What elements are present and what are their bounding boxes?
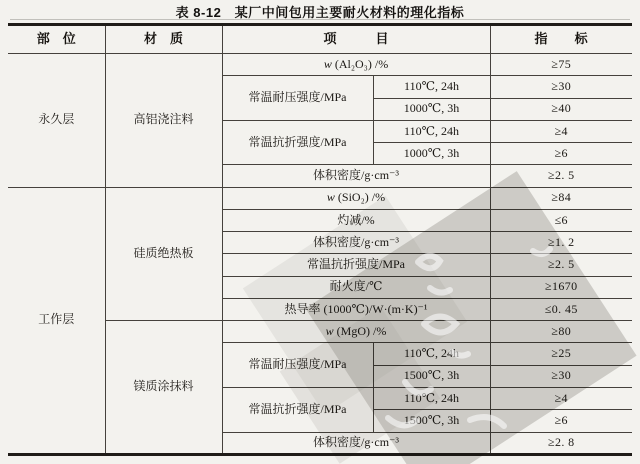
- value-cell: ≥6: [490, 410, 632, 432]
- item-cell: 体积密度/g·cm⁻³: [222, 165, 490, 187]
- material-cell: 硅质绝热板: [105, 187, 222, 321]
- value-cell: ≥2. 8: [490, 432, 632, 454]
- value-cell: ≥80: [490, 321, 632, 343]
- condition-cell: 110℃, 24h: [373, 76, 490, 98]
- item-cell: 耐火度/℃: [222, 276, 490, 298]
- value-cell: ≥2. 5: [490, 165, 632, 187]
- value-cell: ≥30: [490, 365, 632, 387]
- condition-cell: 1000℃, 3h: [373, 143, 490, 165]
- value-cell: ≤0. 45: [490, 298, 632, 320]
- condition-cell: 1500℃, 3h: [373, 410, 490, 432]
- value-cell: ≥4: [490, 387, 632, 409]
- value-cell: ≤6: [490, 209, 632, 231]
- item-cell: 常温耐压强度/MPa: [222, 76, 373, 121]
- item-cell: w (MgO) /%: [222, 321, 490, 343]
- item-cell: 体积密度/g·cm⁻³: [222, 432, 490, 454]
- refractory-spec-table: [8, 23, 632, 456]
- item-cell: 常温抗折强度/MPa: [222, 254, 490, 276]
- item-cell: 常温抗折强度/MPa: [222, 120, 373, 165]
- condition-cell: 1500℃, 3h: [373, 365, 490, 387]
- part-cell: 工作层: [8, 187, 105, 454]
- condition-cell: 110℃, 24h: [373, 387, 490, 409]
- scan-echo-line: [10, 19, 630, 20]
- part-cell: 永久层: [8, 54, 105, 188]
- value-cell: ≥25: [490, 343, 632, 365]
- condition-cell: 1000℃, 3h: [373, 98, 490, 120]
- item-cell: w (Al₂O₃) /%: [222, 54, 490, 76]
- table-row: [8, 54, 632, 76]
- material-cell: 镁质涂抹料: [105, 321, 222, 455]
- item-cell: 常温耐压强度/MPa: [222, 343, 373, 388]
- condition-cell: 110℃, 24h: [373, 343, 490, 365]
- value-cell: ≥1670: [490, 276, 632, 298]
- item-cell: 体积密度/g·cm⁻³: [222, 232, 490, 254]
- value-cell: ≥4: [490, 120, 632, 142]
- value-cell: ≥84: [490, 187, 632, 209]
- page-title: 表 8-12 某厂中间包用主要耐火材料的理化指标: [175, 5, 465, 20]
- value-cell: ≥30: [490, 76, 632, 98]
- item-cell: 热导率 (1000℃)/W·(m·K)⁻¹: [222, 298, 490, 320]
- item-cell: 灼减/%: [222, 209, 490, 231]
- col-header-part: 部 位: [8, 25, 105, 54]
- col-header-item: 项 目: [222, 25, 490, 54]
- table-header-row: [8, 25, 632, 54]
- item-cell: 常温抗折强度/MPa: [222, 387, 373, 432]
- value-cell: ≥6: [490, 143, 632, 165]
- item-cell: w (SiO₂) /%: [222, 187, 490, 209]
- condition-cell: 110℃, 24h: [373, 120, 490, 142]
- value-cell: ≥1. 2: [490, 232, 632, 254]
- value-cell: ≥2. 5: [490, 254, 632, 276]
- value-cell: ≥75: [490, 54, 632, 76]
- col-header-index: 指 标: [490, 25, 632, 54]
- table-row: [8, 187, 632, 209]
- material-cell: 高铝浇注料: [105, 54, 222, 188]
- value-cell: ≥40: [490, 98, 632, 120]
- col-header-material: 材 质: [105, 25, 222, 54]
